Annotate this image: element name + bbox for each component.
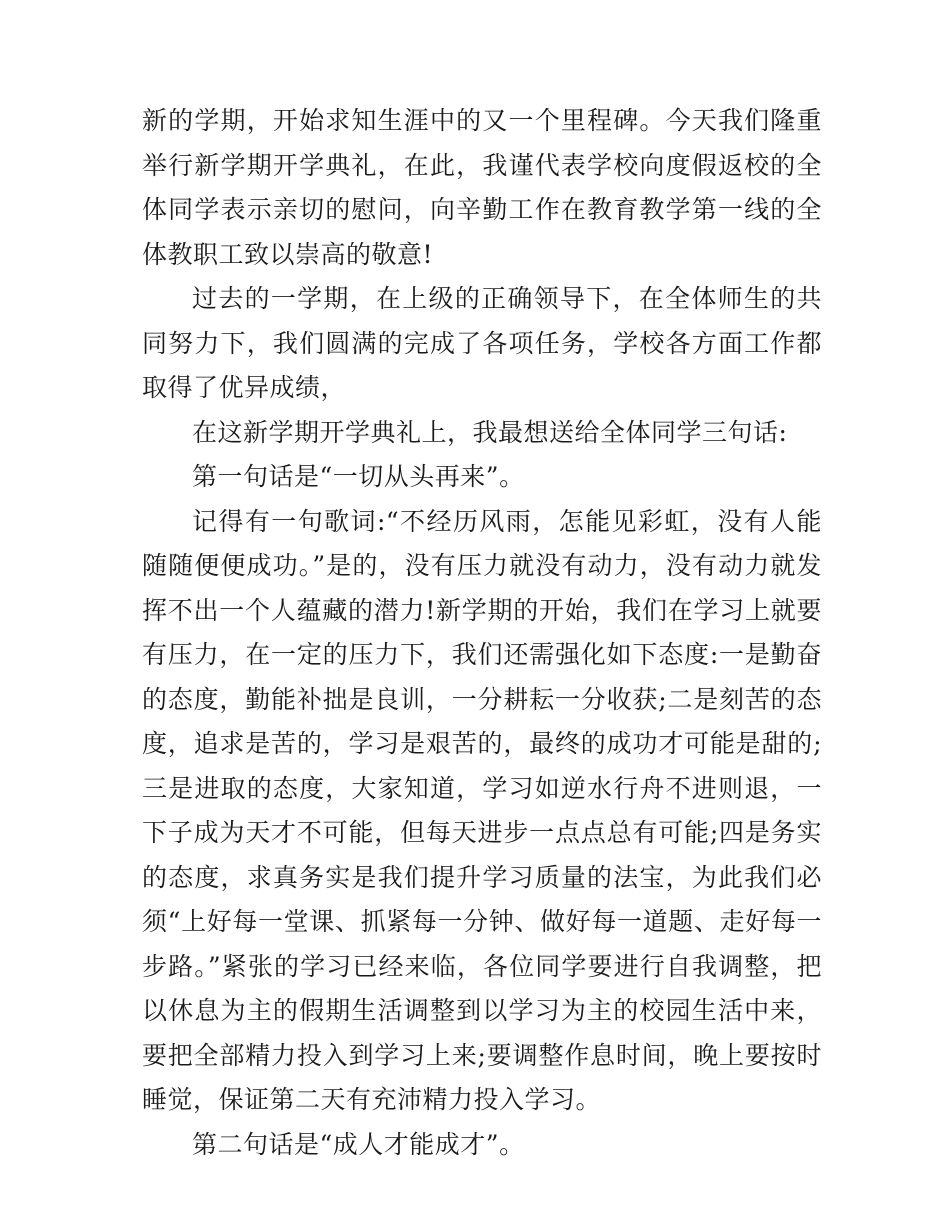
paragraph-last-semester: 过去的一学期，在上级的正确领导下，在全体师生的共同努力下，我们圆满的完成了各项任务，学校各方面工作都取得了优异成绩， bbox=[142, 284, 822, 402]
paragraph-first-sentence-body: 记得有一句歌词:“不经历风雨，怎能见彩虹，没有人能随随便便成功。”是的，没有压力就没有动力，没有动力就发挥不出一个人蕴藏的潜力!新学期的开始，我们在学习上就要有压力，在一定的压力下，我们还需强化如下态度:一是勤奋的态度，勤能补拙是良训，一分耕耘一分收获;二是刻苦的态度，追求是苦的，学习是艰苦的，最终的成功才可能是甜的;三是进取的态度，大家知道，学习如逆水行舟不进则退，一下子成为天才不可能，但每天进步一点点总有可能;四是务实的态度，求真务实是我们提升学习质量的法宝，为此我们必须“上好每一堂课、抓紧每一分钟、做好每一道题、走好每一步路。”紧张的学习已经来临，各位同学要进行自我调整，把以休息为主的假期生活调整到以学习为主的校园生活中来，要把全部精力投入到学习上来;要调整作息时间，晚上要按时睡觉，保证第二天有充沛精力投入学习。 bbox=[142, 506, 822, 1114]
paragraph-three-sentences-intro: 在这新学期开学典礼上，我最想送给全体同学三句话: bbox=[192, 417, 788, 447]
paragraph-first-sentence-heading: 第一句话是“一切从头再来”。 bbox=[192, 462, 525, 491]
paragraph-second-sentence-heading: 第二句话是“成人才能成才”。 bbox=[192, 1129, 525, 1159]
paragraph-opening-continuation: 新的学期，开始求知生涯中的又一个里程碑。今天我们隆重举行新学期开学典礼，在此，我谨代表学校向度假返校的全体同学表示亲切的慰问，向辛勤工作在教育教学第一线的全体教职工致以崇高的敬意! bbox=[142, 106, 822, 269]
document-body bbox=[142, 99, 822, 1167]
